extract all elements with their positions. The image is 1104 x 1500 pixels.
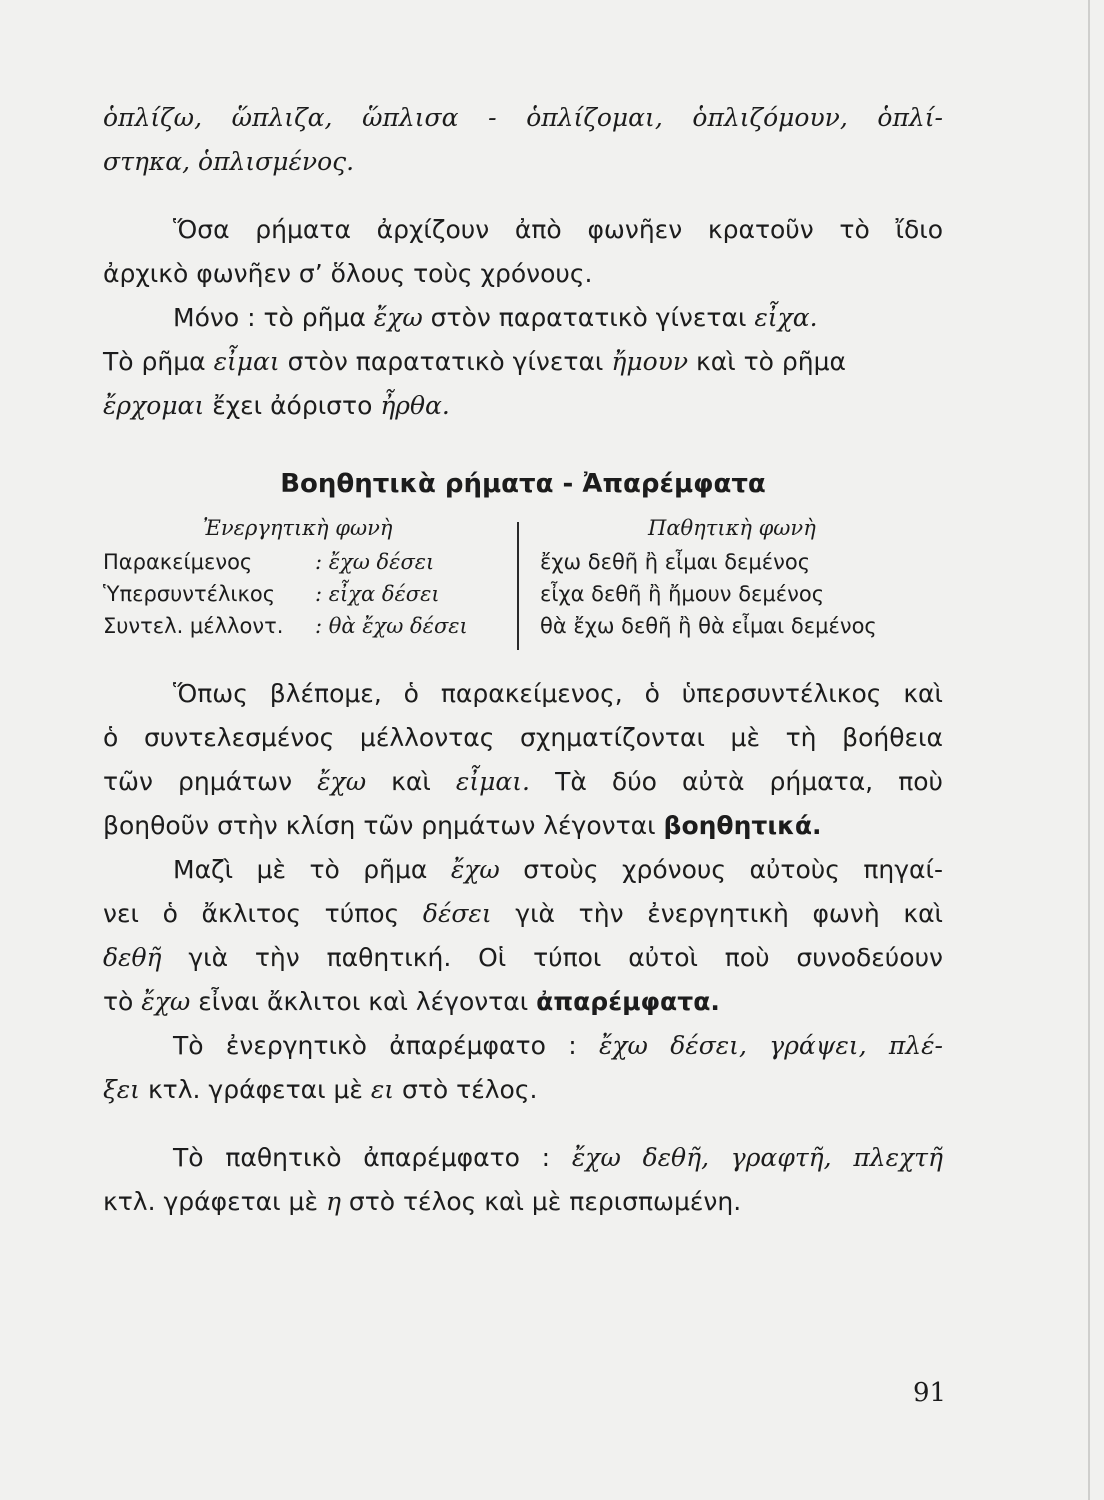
page-number: 91	[913, 1378, 947, 1408]
infinitive-para-line-2: νει ὁ ἄκλιτος τύπος δέσει γιὰ τὴν ἐνεργητικὴ φωνὴ καὶ	[103, 899, 944, 928]
page-edge-divider	[1088, 0, 1090, 1500]
passive-infinitive-line-1: Τὸ παθητικὸ ἀπαρέμφατο : ἔχω δεθῆ, γραφτῆ, πλεχτῆ	[173, 1143, 943, 1172]
exceptions-line-2: Τὸ ρῆμα εἶμαι στὸν παρατατικὸ γίνεται ἤμουν καὶ τὸ ρῆμα	[103, 347, 846, 376]
verb-forms-line-1: ὁπλίζω, ὥπλιζα, ὥπλισα - ὁπλίζομαι, ὁπλιζόμουν, ὁπλί-	[103, 103, 943, 132]
conjugation-table: Ἐνεργητικὴ φωνὴ Παθητικὴ φωνὴ Παρακείμενος : ἔχω δέσει ἔχω δεθῆ ἢ εἶμαι δεμένος Ὑπερσυντέλικος : εἶχα δέσει εἶχα δεθῆ ἢ ἤμουν δεμένος Συντελ. μέλλοντ. : θὰ ἔχω δέσει θὰ ἔχω δεθῆ ἢ θὰ εἶμαι δεμένος	[103, 516, 943, 654]
auxiliary-para-line-2: ὁ συντελεσμένος μέλλοντας σχηματίζονται μὲ τὴ βοήθεια	[103, 723, 943, 752]
exceptions-line-3: ἔρχομαι ἔχει ἀόριστο ἦρθα.	[103, 391, 450, 420]
active-infinitive-line-2: ξει κτλ. γράφεται μὲ ει στὸ τέλος.	[103, 1075, 538, 1104]
infinitive-para-line-1: Μαζὶ μὲ τὸ ρῆμα ἔχω στοὺς χρόνους αὐτοὺς πηγαί-	[173, 855, 944, 884]
active-voice-header: Ἐνεργητικὴ φωνὴ	[203, 516, 393, 540]
auxiliary-para-line-3: τῶν ρημάτων ἔχω καὶ εἶμαι. Τὰ δύο αὐτὰ ρήματα, ποὺ	[103, 767, 944, 796]
rule-initial-vowel-line-2: ἀρχικὸ φωνῆεν σ’ ὅλους τοὺς χρόνους.	[103, 259, 593, 288]
passive-voice-header: Παθητικὴ φωνὴ	[648, 516, 816, 540]
book-page-text	[103, 96, 943, 1224]
passive-infinitive-line-2: κτλ. γράφεται μὲ η στὸ τέλος καὶ μὲ περισπωμένη.	[103, 1187, 742, 1216]
rule-initial-vowel-line-1: Ὅσα ρήματα ἀρχίζουν ἀπὸ φωνῆεν κρατοῦν τὸ ἴδιο	[173, 215, 943, 244]
infinitive-para-line-3: δεθῆ γιὰ τὴν παθητική. Οἱ τύποι αὐτοὶ ποὺ συνοδεύουν	[103, 943, 943, 972]
table-divider	[517, 522, 519, 650]
verb-forms-line-2: στηκα, ὁπλισμένος.	[103, 147, 355, 176]
infinitive-para-line-4: τὸ ἔχω εἶναι ἄκλιτοι καὶ λέγονται ἀπαρέμφατα.	[103, 987, 720, 1016]
auxiliary-para-line-1: Ὅπως βλέπομε, ὁ παρακείμενος, ὁ ὑπερσυντέλικος καὶ	[173, 679, 943, 708]
exceptions-line-1: Μόνο : τὸ ρῆμα ἔχω στὸν παρατατικὸ γίνεται εἶχα.	[173, 303, 818, 332]
active-infinitive-line-1: Τὸ ἐνεργητικὸ ἀπαρέμφατο : ἔχω δέσει, γράψει, πλέ-	[173, 1031, 944, 1060]
section-heading: Βοηθητικὰ ρήματα - Ἀπαρέμφατα	[280, 469, 766, 499]
auxiliary-para-line-4: βοηθοῦν στὴν κλίση τῶν ρημάτων λέγονται βοηθητικά.	[103, 811, 822, 840]
